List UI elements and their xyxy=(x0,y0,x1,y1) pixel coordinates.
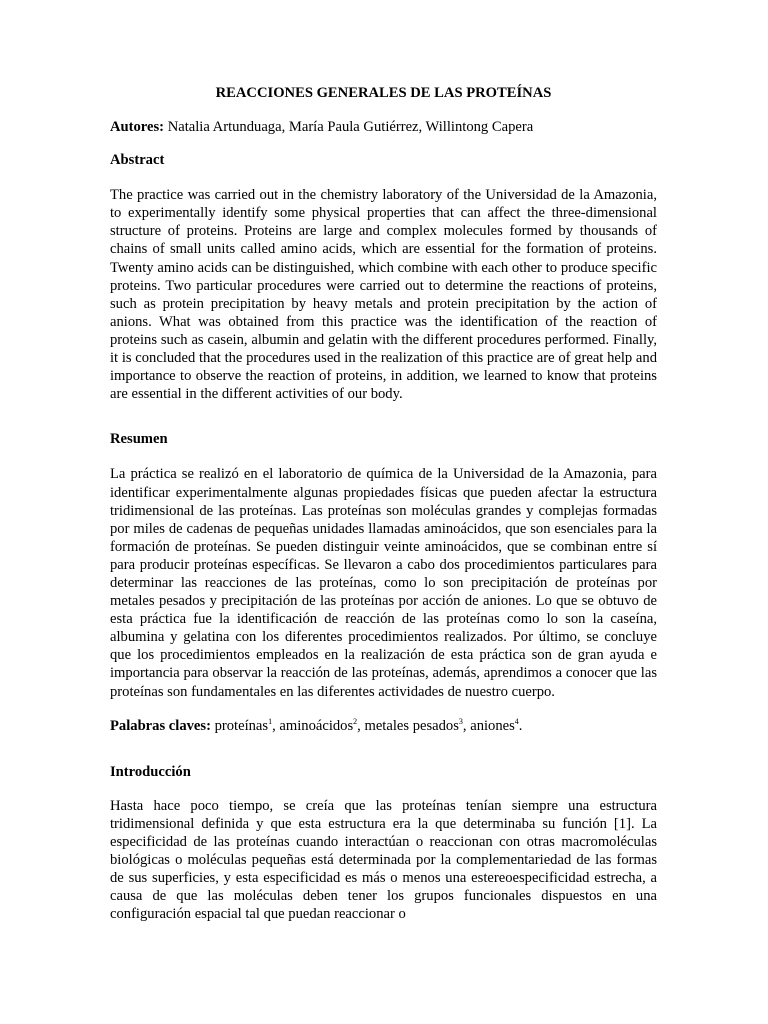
keyword-footnote: 4 xyxy=(514,716,519,726)
authors-label: Autores: xyxy=(110,119,165,135)
keyword-text: metales pesados xyxy=(360,717,459,734)
abstract-paragraph: The practice was carried out in the chemistry laboratory of the Universidad de la Amazonia, to experimentally identify some physical properties that can affect the three-dimensional structure of proteins. Proteins are large and complex molecules formed by thousands of chains of small units called amino acids, which are essential for the formation of proteins. Twenty amino acids can be distinguished, which combine with each other to produce specific proteins. Two particular procedures were carried out to determine the reactions of proteins, such as protein precipitation by heavy metals and protein precipitation by the action of anions. What was obtained from this practice was the identification of the reaction of proteins such as casein, albumin and gelatin with the different procedures performed. Finally, it is concluded that the procedures used in the realization of this practice are of great help and importance to observe the reaction of proteins, in addition, we learned to know that proteins are essential in the different activities of our body. xyxy=(110,187,657,403)
keywords-label: Palabras claves: xyxy=(110,717,211,734)
keyword-item xyxy=(361,718,467,734)
authors-names: Natalia Artunduaga, María Paula Gutiérrez, Willintong Capera xyxy=(164,119,534,135)
keyword-item xyxy=(276,718,361,734)
keyword-item xyxy=(211,718,276,734)
document-page xyxy=(110,84,657,923)
keywords-line xyxy=(110,717,657,735)
keyword-text: aniones xyxy=(466,717,515,734)
keyword-separator: . xyxy=(518,717,523,734)
resumen-heading: Resumen xyxy=(110,431,168,448)
keyword-separator: , xyxy=(357,717,361,734)
keyword-item xyxy=(467,718,523,734)
keyword-text: proteínas xyxy=(210,717,269,734)
introduccion-paragraph: Hasta hace poco tiempo, se creía que las proteínas tenían siempre una estructura tridimensional definida y que esta estructura era la que determinaba su función [1]. La especificidad de las proteínas cuando interactúan o reaccionan con otras macromoléculas biológicas o moléculas pequeñas está determinada por la complementariedad de las formas de sus superficies, y esta especificidad es más o menos una estereoespecificidad estrecha, a causa de que las moléculas deben tener los grupos funcionales dispuestos en una configuración espacial tal que puedan reaccionar o xyxy=(110,797,657,923)
keyword-separator: , xyxy=(462,717,467,734)
introduccion-heading: Introducción xyxy=(110,763,191,780)
paper-title: REACCIONES GENERALES DE LAS PROTEÍNAS xyxy=(215,85,552,101)
keyword-footnote: 3 xyxy=(458,716,463,726)
keyword-footnote: 1 xyxy=(268,716,273,726)
keyword-footnote: 2 xyxy=(353,716,358,726)
resumen-paragraph: La práctica se realizó en el laboratorio de química de la Universidad de la Amazonia, para identificar experimentalmente algunas propiedades físicas que pueden afectar la estructura tridimensional de las proteínas. Las proteínas son moléculas grandes y complejas formadas por miles de cadenas de pequeñas unidades llamadas aminoácidos, que son esenciales para la formación de proteínas. Se pueden distinguir veinte aminoácidos, que se combinan entre sí para producir proteínas específicas. Se llevaron a cabo dos procedimientos particulares para determinar las reacciones de las proteínas, como lo son precipitación de proteínas por metales pesados y precipitación de las proteínas por acción de aniones. Lo que se obtuvo de esta práctica fue la identificación de reacción de las proteínas como lo son la caseína, albumina y gelatina con los diferentes procedimientos realizados. Por último, se concluye que los procedimientos empleados en la realización de esta práctica son de gran ayuda e importancia para observar la reacción de las proteínas, además, aprendimos a conocer que las proteínas son fundamentales en las diferentes actividades de nuestro cuerpo. xyxy=(110,466,657,700)
authors-line xyxy=(110,118,657,136)
keyword-text: aminoácidos xyxy=(275,717,354,734)
keyword-separator: , xyxy=(272,717,276,734)
abstract-heading: Abstract xyxy=(110,152,165,169)
